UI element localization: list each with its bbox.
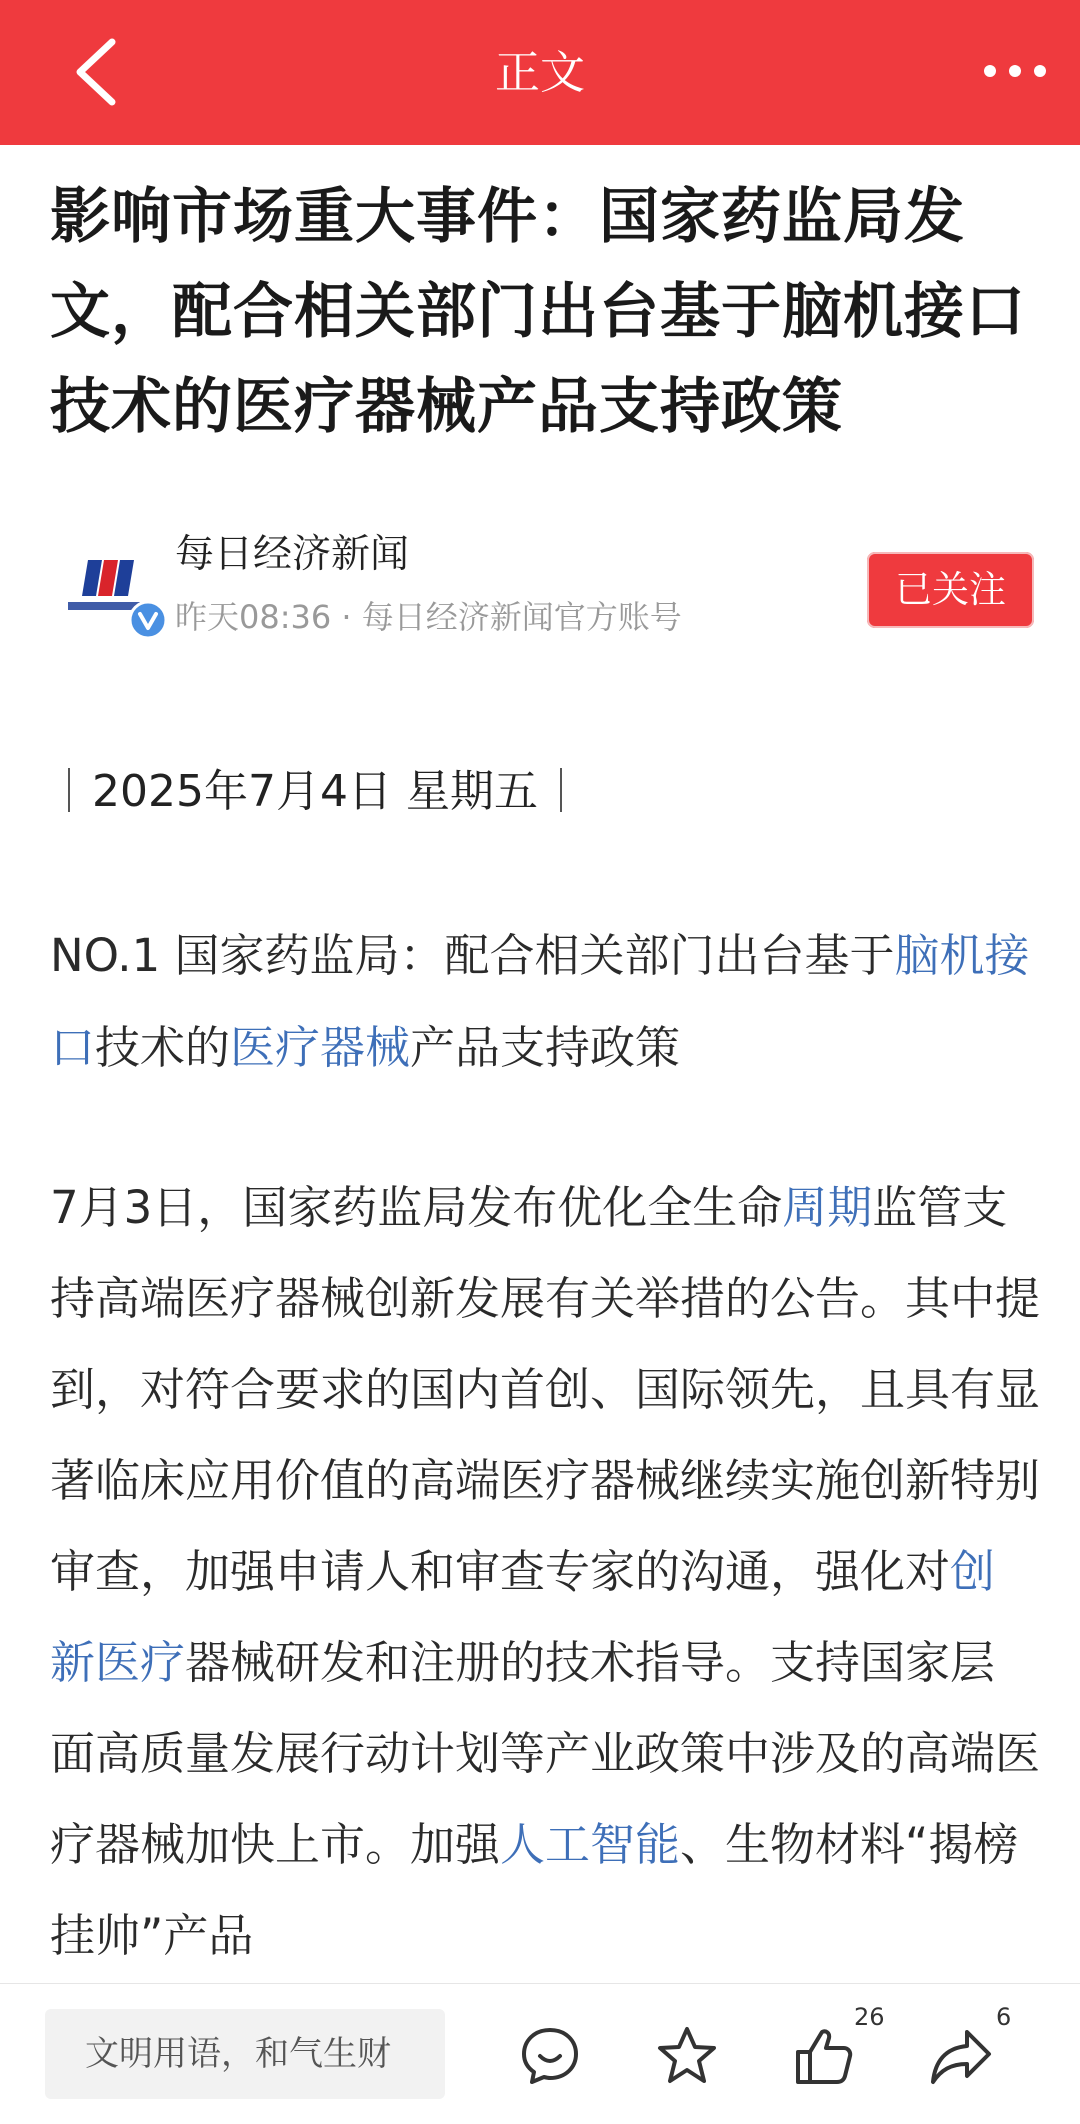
source-row [50, 525, 1040, 655]
star-icon [655, 2024, 719, 2088]
thumbs-up-icon [792, 2024, 856, 2088]
verified-badge-icon [128, 600, 168, 640]
keyword-link-cycle[interactable]: 周期 [782, 1181, 873, 1234]
share-arrow-icon [929, 2024, 993, 2088]
article-title: 影响市场重大事件：国家药监局发文，配合相关部门出台基于脑机接口技术的医疗器械产品支持政策 [50, 182, 1026, 442]
favorite-button[interactable] [637, 2006, 737, 2106]
more-dots-icon [980, 56, 1050, 86]
paragraph-text: 产品支持政策 [410, 1021, 681, 1074]
source-name[interactable]: 每日经济新闻 [175, 532, 410, 577]
follow-button[interactable]: 已关注 [867, 552, 1034, 628]
dateline [68, 762, 562, 822]
keyword-link-medical-devices[interactable]: 医疗器械 [230, 1021, 411, 1074]
like-count: 26 [854, 2003, 885, 2031]
like-button[interactable] [774, 2003, 885, 2106]
comment-bubble-icon [518, 2024, 582, 2088]
page-title: 正文 [494, 46, 585, 99]
paragraph-text: 7月3日，国家药监局发布优化全生命 [50, 1181, 783, 1234]
comment-input[interactable] [45, 2009, 445, 2099]
paragraph-text: 、生物材料“揭榜挂帅”产品 [50, 1818, 1019, 1962]
comment-placeholder: 文明用语，和气生财 [85, 2034, 391, 2074]
paragraph-text: 器械研发和注册的技术指导。支持国家层面高质量发展行动计划等产业政策中涉及的高端医疗器械加快上市。加强 [50, 1636, 1041, 1871]
comment-button[interactable] [500, 2006, 600, 2106]
source-avatar[interactable] [60, 550, 168, 640]
share-count: 6 [996, 2003, 1012, 2031]
bottom-action-bar [0, 1983, 1080, 2124]
keyword-link-brain-computer-interface[interactable]: 脑机接口 [50, 929, 1030, 1074]
share-button[interactable] [911, 2003, 1012, 2106]
dateline-text: 2025年7月4日 星期五 [92, 766, 538, 817]
source-meta: 昨天08:36 · 每日经济新闻官方账号 [175, 598, 682, 636]
more-button[interactable] [980, 56, 1050, 86]
paragraph-text: 监管支持高端医疗器械创新发展有关举措的公告。其中提到，对符合要求的国内首创、国际领先，且具有显著临床应用价值的高端医疗器械继续实施创新特别审查，加强申请人和审查专家的沟通，强化对 [50, 1181, 1041, 1598]
keyword-link-innovative-medical[interactable]: 创新医疗 [50, 1545, 996, 1689]
keyword-link-artificial-intelligence[interactable]: 人工智能 [500, 1818, 681, 1871]
top-nav-bar [0, 0, 1080, 145]
dateline-bar-left [68, 768, 70, 812]
article-paragraph-1 [50, 910, 1040, 1094]
dateline-bar-right [560, 768, 562, 812]
article-paragraph-2 [50, 1162, 1040, 1981]
paragraph-text: 技术的 [95, 1021, 231, 1074]
paragraph-text: NO.1 国家药监局：配合相关部门出台基于 [50, 929, 895, 982]
